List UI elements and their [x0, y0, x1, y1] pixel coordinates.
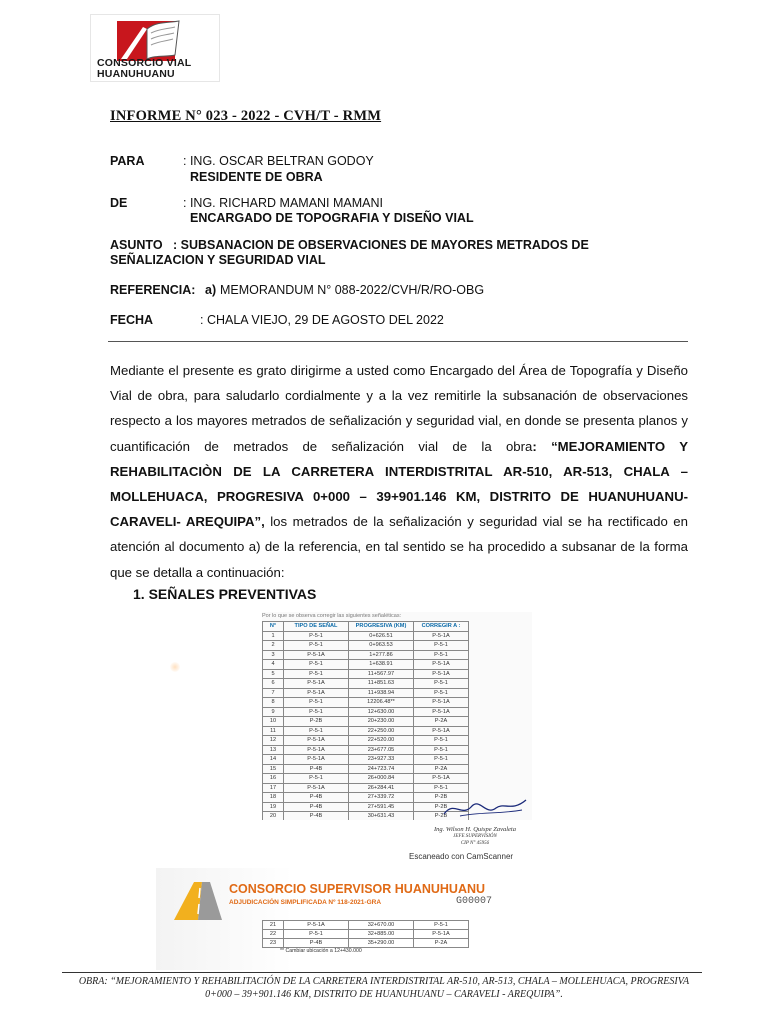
table-row — [263, 688, 469, 698]
table-cell: 26+000.84 — [349, 774, 414, 784]
table-row — [263, 783, 469, 793]
table-cell: P-5-1A — [414, 930, 469, 939]
para-value: : ING. OSCAR BELTRAN GODOY — [183, 154, 374, 168]
de-label: DE — [110, 196, 128, 210]
table-cell: P-5-1 — [284, 774, 349, 784]
table-cell: 21 — [263, 921, 284, 930]
table-row — [263, 812, 469, 821]
table-cell: P-2B — [414, 812, 469, 821]
signature-cip: CIP N° 45956 — [460, 841, 490, 846]
table-cell: P-4B — [284, 764, 349, 774]
footer — [60, 975, 708, 1001]
table-cell: P-5-1A — [284, 736, 349, 746]
table-header-cell: CORREGIR A : — [414, 622, 469, 632]
report-title: INFORME N° 023 - 2022 - CVH/T - RMM — [110, 108, 382, 124]
table-cell: 23 — [263, 939, 284, 948]
table-cell: P-5-1 — [284, 631, 349, 641]
para-label: PARA — [110, 154, 145, 168]
table-cell: P-5-1 — [414, 745, 469, 755]
table-row — [263, 930, 469, 939]
table-cell: 22 — [263, 930, 284, 939]
table-cell: P-2B — [414, 802, 469, 812]
camscanner-label: Escaneado con CamScanner — [409, 852, 514, 861]
table-cell: 19 — [263, 802, 284, 812]
table-cell: 8 — [263, 698, 284, 708]
table-row — [263, 726, 469, 736]
table-cell: 23+677.05 — [349, 745, 414, 755]
scanned-table-continuation — [262, 920, 469, 955]
table-cell: 1+277.86 — [349, 650, 414, 660]
scanned-table-image — [262, 612, 532, 820]
table-cell: 1+638.91 — [349, 660, 414, 670]
table-cell: 0+963.53 — [349, 641, 414, 651]
table-row — [263, 755, 469, 765]
table-cell: 0+626.51 — [349, 631, 414, 641]
table-cell: 35+290.00 — [349, 939, 414, 948]
table-cell: 1 — [263, 631, 284, 641]
table-cell: P-4B — [284, 802, 349, 812]
table-cell: P-5-1A — [414, 631, 469, 641]
logo-name-line1: CONSORCIO VIAL — [97, 57, 192, 69]
section-heading-preventivas: 1. SEÑALES PREVENTIVAS — [133, 586, 317, 602]
table-cell: 11+851.63 — [349, 679, 414, 689]
table-cell: 6 — [263, 679, 284, 689]
scan-smudge — [170, 662, 180, 672]
table-cell: 5 — [263, 669, 284, 679]
table-cell: 12 — [263, 736, 284, 746]
table-cell: 12206.48** — [349, 698, 414, 708]
table-cell: P-5-1A — [284, 755, 349, 765]
table-row — [263, 631, 469, 641]
table-cell: P-5-1 — [284, 707, 349, 717]
table-cell: P-4B — [284, 939, 349, 948]
table-row — [263, 717, 469, 727]
table-cell: P-5-1 — [414, 688, 469, 698]
company-logo — [90, 14, 220, 82]
table-cell: P-5-1 — [284, 660, 349, 670]
road-logo-icon — [172, 878, 224, 922]
preventive-signs-table-continued — [262, 920, 469, 948]
table-cell: 11+567.97 — [349, 669, 414, 679]
table-cell: 4 — [263, 660, 284, 670]
referencia-value: MEMORANDUM N° 088-2022/CVH/R/RO-OBG — [220, 283, 485, 297]
table-cell: 18 — [263, 793, 284, 803]
table-cell: 13 — [263, 745, 284, 755]
table-note: ** Cambiar ubicación a 12+430.000 — [280, 948, 362, 954]
table-header-cell: N° — [263, 622, 284, 632]
table-cell: 9 — [263, 707, 284, 717]
table-cell: 17 — [263, 783, 284, 793]
body-text-end: los metrados de la señalización y seguridad vial se ha rectificado en atención al documento a) de la referencia, en tal sentido se ha procedido a subsanar de la forma que se detalla a continuación: — [110, 514, 688, 580]
para-role: RESIDENTE DE OBRA — [190, 170, 323, 184]
table-cell: 24+723.74 — [349, 764, 414, 774]
fecha-label: FECHA — [110, 313, 154, 327]
table-cell: 16 — [263, 774, 284, 784]
table-cell: P-5-1A — [284, 745, 349, 755]
table-cell: P-5-1 — [414, 679, 469, 689]
table-row — [263, 921, 469, 930]
table-row — [263, 698, 469, 708]
project-name: : “MEJORAMIENTO Y REHABILITACIÒN DE LA CARRETERA INTERDISTRITAL AR-510, AR-513, CHALA – MOLLEHUACA, PROGRESIVA 0+000 – 39+901.146 KM, DISTRITO DE HUANUHUANU-CARAVELI- AREQUIPA”, — [110, 438, 688, 530]
table-row — [263, 939, 469, 948]
table-row — [263, 650, 469, 660]
table-row — [263, 764, 469, 774]
table-row — [263, 736, 469, 746]
table-cell: 20 — [263, 812, 284, 821]
table-cell: P-5-1 — [284, 930, 349, 939]
table-row — [263, 660, 469, 670]
table-cell: 27+591.45 — [349, 802, 414, 812]
table-header-cell: TIPO DE SEÑAL — [284, 622, 349, 632]
table-cell: P-5-1 — [414, 641, 469, 651]
asunto-label: ASUNTO — [110, 238, 163, 252]
logo-book-icon — [91, 15, 219, 61]
table-cell: P-5-1A — [284, 688, 349, 698]
fecha-value: : CHALA VIEJO, 29 DE AGOSTO DEL 2022 — [200, 313, 444, 327]
table-cell: P-2A — [414, 717, 469, 727]
table-cell: 7 — [263, 688, 284, 698]
table-cell: P-2B — [284, 717, 349, 727]
supervisor-sub: ADJUDICACIÓN SIMPLIFICADA Nº 118-2021-GRA — [229, 899, 382, 906]
table-cell: P-2A — [414, 939, 469, 948]
table-row — [263, 802, 469, 812]
de-value: : ING. RICHARD MAMANI MAMANI — [183, 196, 384, 210]
table-cell: 27+339.72 — [349, 793, 414, 803]
footer-line2: 0+000 – 39+901.146 KM, DISTRITO DE HUANUHUANU – CARAVELI - AREQUIPA”. — [205, 989, 563, 1000]
table-cell: 3 — [263, 650, 284, 660]
table-cell: 11+938.94 — [349, 688, 414, 698]
table-cell: 32+670.00 — [349, 921, 414, 930]
de-role: ENCARGADO DE TOPOGRAFIA Y DISEÑO VIAL — [190, 211, 474, 225]
table-cell: P-5-1A — [414, 726, 469, 736]
table-cell: P-5-1A — [414, 660, 469, 670]
table-cell: 30+631.43 — [349, 812, 414, 821]
table-cell: 22+520.00 — [349, 736, 414, 746]
signature-role: JEFE SUPERVISIÓN — [453, 834, 497, 839]
logo-name-line2: HUANUHUANU — [97, 68, 175, 80]
table-cell: P-4B — [284, 793, 349, 803]
table-cell: P-5-1A — [414, 707, 469, 717]
table-cell: P-5-1 — [414, 783, 469, 793]
table-row — [263, 793, 469, 803]
table-cell: 10 — [263, 717, 284, 727]
table-cell: P-5-1A — [414, 698, 469, 708]
table-row — [263, 774, 469, 784]
table-cell: P-5-1A — [284, 650, 349, 660]
table-cell: P-5-1 — [284, 698, 349, 708]
table-cell: P-5-1 — [414, 755, 469, 765]
table-header-cell: PROGRESIVA (KM) — [349, 622, 414, 632]
table-cell: P-5-1A — [414, 669, 469, 679]
table-cell: P-5-1A — [284, 921, 349, 930]
asunto-value: : SUBSANACION DE OBSERVACIONES DE MAYORES METRADOS DE — [173, 238, 589, 252]
table-cell: 14 — [263, 755, 284, 765]
table-cell: 23+927.33 — [349, 755, 414, 765]
table-cell: 12+630.00 — [349, 707, 414, 717]
table-cell: P-5-1A — [414, 774, 469, 784]
table-cell: P-2B — [414, 793, 469, 803]
referencia-a: a) — [205, 283, 217, 297]
table-cell: P-5-1A — [284, 679, 349, 689]
folio-code: G00007 — [456, 896, 493, 907]
table-header-row — [263, 622, 469, 632]
table-cell: 32+885.00 — [349, 930, 414, 939]
footer-line1: OBRA: “MEJORAMIENTO Y REHABILITACIÓN DE LA CARRETERA INTERDISTRITAL AR-510, AR-513, CHALA – MOLLEHUACA, PROGRESIVA — [78, 976, 690, 987]
table-cell: P-5-1A — [284, 783, 349, 793]
scan-top-text: Por lo que se observa corregir las siguientes señaléticas: — [262, 613, 402, 619]
table-cell: P-5-1 — [284, 641, 349, 651]
referencia-label: REFERENCIA: — [110, 283, 196, 297]
body-text-start: Mediante el presente es grato dirigirme a usted como Encargado del Área de Topografía y Diseño Vial de obra, para saludarlo cordialmente y a la vez remitirle la subsanación de observaciones respecto a los mayores metrados de señalización y seguridad vial, en donde se presenta planos y cuantificación de metrados de señalización vial de la obra — [110, 363, 688, 454]
table-row — [263, 679, 469, 689]
table-cell: P-5-1 — [284, 669, 349, 679]
table-cell: P-2A — [414, 764, 469, 774]
table-cell: 22+250.00 — [349, 726, 414, 736]
table-row — [263, 669, 469, 679]
signature-icon — [440, 794, 530, 822]
table-cell: 15 — [263, 764, 284, 774]
body-paragraph — [110, 358, 688, 585]
footer-divider — [62, 972, 702, 973]
table-cell: 11 — [263, 726, 284, 736]
table-cell: 20+230.00 — [349, 717, 414, 727]
table-row — [263, 641, 469, 651]
table-cell: P-5-1 — [414, 736, 469, 746]
signature-name: Ing. Wilson H. Quispe Zavaleta — [434, 826, 516, 833]
header-divider — [108, 341, 688, 342]
asunto-value-2: SEÑALIZACION Y SEGURIDAD VIAL — [110, 253, 326, 267]
table-row — [263, 745, 469, 755]
preventive-signs-table — [262, 621, 469, 820]
supervisor-name: CONSORCIO SUPERVISOR HUANUHUANU — [229, 882, 486, 896]
table-cell: P-4B — [284, 812, 349, 821]
table-cell: P-5-1 — [284, 726, 349, 736]
table-cell: 26+284.41 — [349, 783, 414, 793]
table-cell: 2 — [263, 641, 284, 651]
table-cell: P-5-1 — [414, 921, 469, 930]
table-row — [263, 707, 469, 717]
table-cell: P-5-1 — [414, 650, 469, 660]
